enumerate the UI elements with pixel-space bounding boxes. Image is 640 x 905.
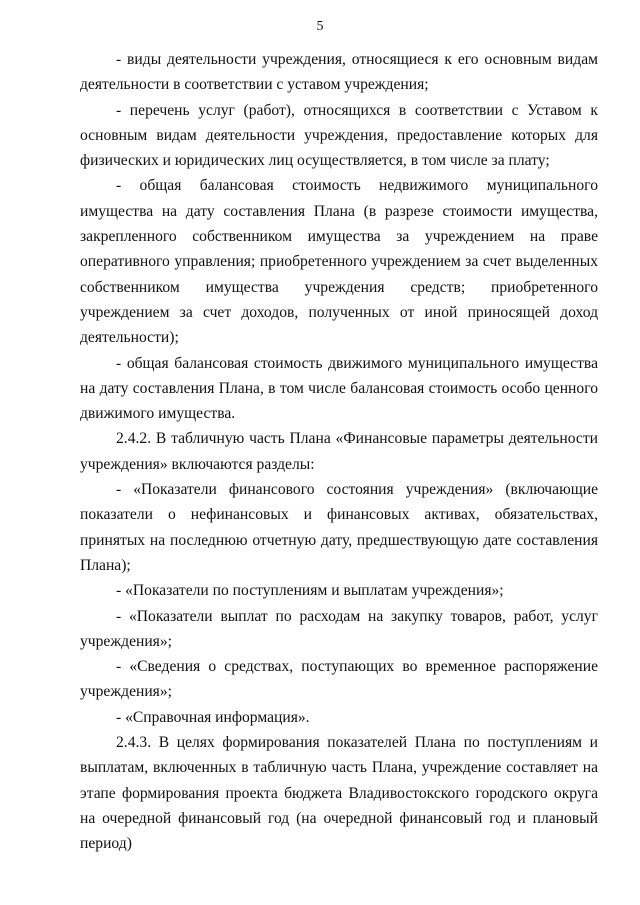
paragraph-services-list: - перечень услуг (работ), относящихся в соответствии с Уставом к основным видам деятельности учреждения, предоставление которых для физических и юридических лиц осуществляется, в том числе за плату; xyxy=(80,101,598,170)
paragraph-activity-types: - виды деятельности учреждения, относящиеся к его основным видам деятельности в соответствии с уставом учреждения; xyxy=(80,51,598,94)
paragraph-immovable-property-value: - общая балансовая стоимость недвижимого муниципального имущества на дату составления Плана (в разрезе стоимости имущества, закрепленного собственником имущества за учреждением на праве оперативного управления; приобретенного учреждением за счет выделенных собственником имущества учреждения средств; приобретенного учреждением за счет доходов, полученных от иной приносящей доход деятельности); xyxy=(80,177,598,347)
document-body xyxy=(80,47,598,857)
page-number: 5 xyxy=(316,19,324,34)
paragraph-receipts-payments-indicators: - «Показатели по поступлениям и выплатам учреждения»; xyxy=(116,582,504,600)
paragraph-financial-state-indicators: - «Показатели финансового состояния учреждения» (включающие показатели о нефинансовых и финансовых активах, обязательствах, принятых на последнюю отчетную дату, предшествующую дате составления Плана); xyxy=(80,481,598,574)
paragraph-reference-info: - «Справочная информация». xyxy=(116,708,310,726)
paragraph-procurement-payments-indicators: - «Показатели выплат по расходам на закупку товаров, работ, услуг учреждения»; xyxy=(80,607,598,650)
paragraph-temporary-funds-info: - «Сведения о средствах, поступающих во временное распоряжение учреждения»; xyxy=(80,658,598,701)
paragraph-section-2-4-2: 2.4.2. В табличную часть Плана «Финансовые параметры деятельности учреждения» включаются разделы: xyxy=(80,430,598,473)
paragraph-section-2-4-3: 2.4.3. В целях формирования показателей Плана по поступлениям и выплатам, включенных в табличную часть Плана, учреждение составляет на этапе формирования проекта бюджета Владивостокского городского округа на очередной финансовый год (на очередной финансовый год и плановый период) xyxy=(80,734,598,853)
paragraph-movable-property-value: - общая балансовая стоимость движимого муниципального имущества на дату составления Плана, в том числе балансовая стоимость особо ценного движимого имущества. xyxy=(80,354,598,423)
